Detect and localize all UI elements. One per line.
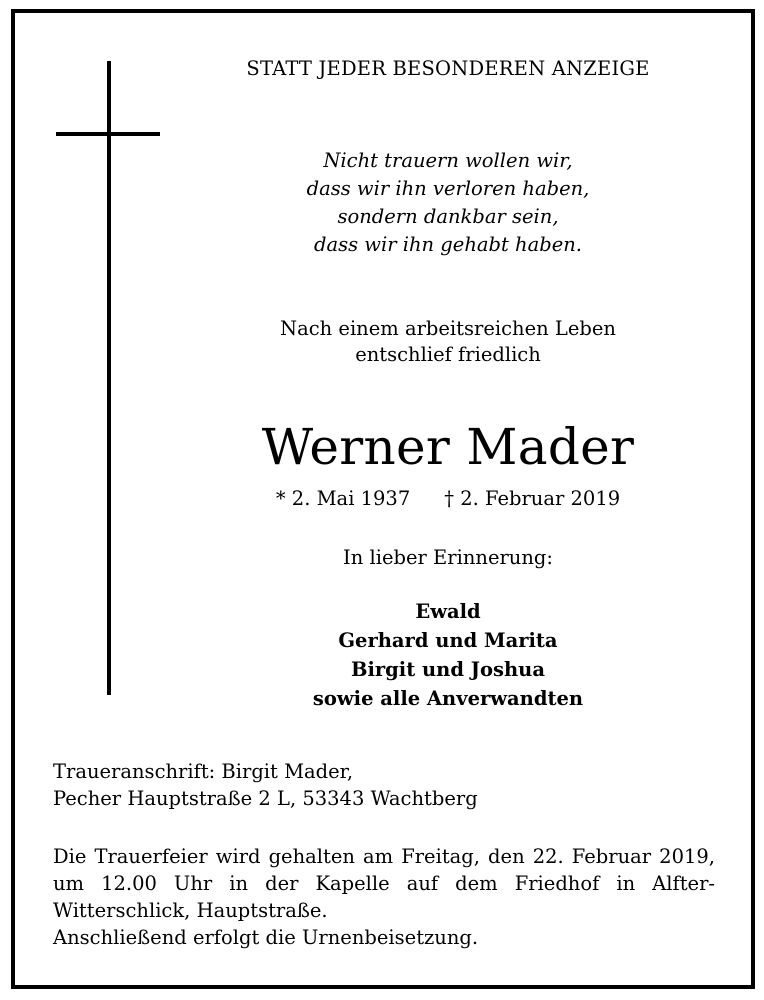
poem-line: sondern dankbar sein, [337, 205, 559, 228]
obituary-frame [11, 9, 755, 989]
service-line: um 12.00 Uhr in der Kapelle auf dem Friedhof in Alfter- [53, 872, 715, 895]
family-member: Gerhard und Marita [338, 629, 558, 652]
cross-icon-vertical-bar [107, 61, 111, 695]
intro-line: Nach einem arbeitsreichen Leben [280, 317, 616, 340]
service-line: Witterschlick, Hauptstraße. [53, 899, 328, 922]
poem-line: dass wir ihn verloren haben, [306, 177, 590, 200]
death-date: † 2. Februar 2019 [444, 487, 621, 510]
notice-heading: STATT JEDER BESONDEREN ANZEIGE [246, 57, 650, 80]
service-line: Die Trauerfeier wird gehalten am Freitag, den 22. Februar 2019, [53, 845, 715, 868]
remembrance-label: In lieber Erinnerung: [343, 546, 553, 569]
birth-date: * 2. Mai 1937 [275, 487, 411, 510]
deceased-name: Werner Mader [261, 418, 635, 476]
intro-line: entschlief friedlich [355, 343, 541, 366]
family-member: sowie alle Anverwandten [312, 687, 584, 710]
poem-line: Nicht trauern wollen wir, [323, 149, 573, 172]
poem [183, 147, 713, 259]
family-member: Birgit und Joshua [351, 658, 545, 681]
intro-text [183, 316, 713, 368]
address-line: Pecher Hauptstraße 2 L, 53343 Wachtberg [53, 787, 478, 810]
service-line: Anschließend erfolgt die Urnenbeisetzung. [53, 926, 479, 949]
life-dates [183, 487, 713, 510]
poem-line: dass wir ihn gehabt haben. [313, 233, 582, 256]
family-member: Ewald [415, 600, 481, 623]
mourning-address [53, 758, 715, 812]
family-list [183, 597, 713, 713]
address-line: Traueranschrift: Birgit Mader, [53, 760, 354, 783]
cross-icon-horizontal-bar [56, 132, 160, 136]
funeral-service-info [53, 843, 715, 951]
